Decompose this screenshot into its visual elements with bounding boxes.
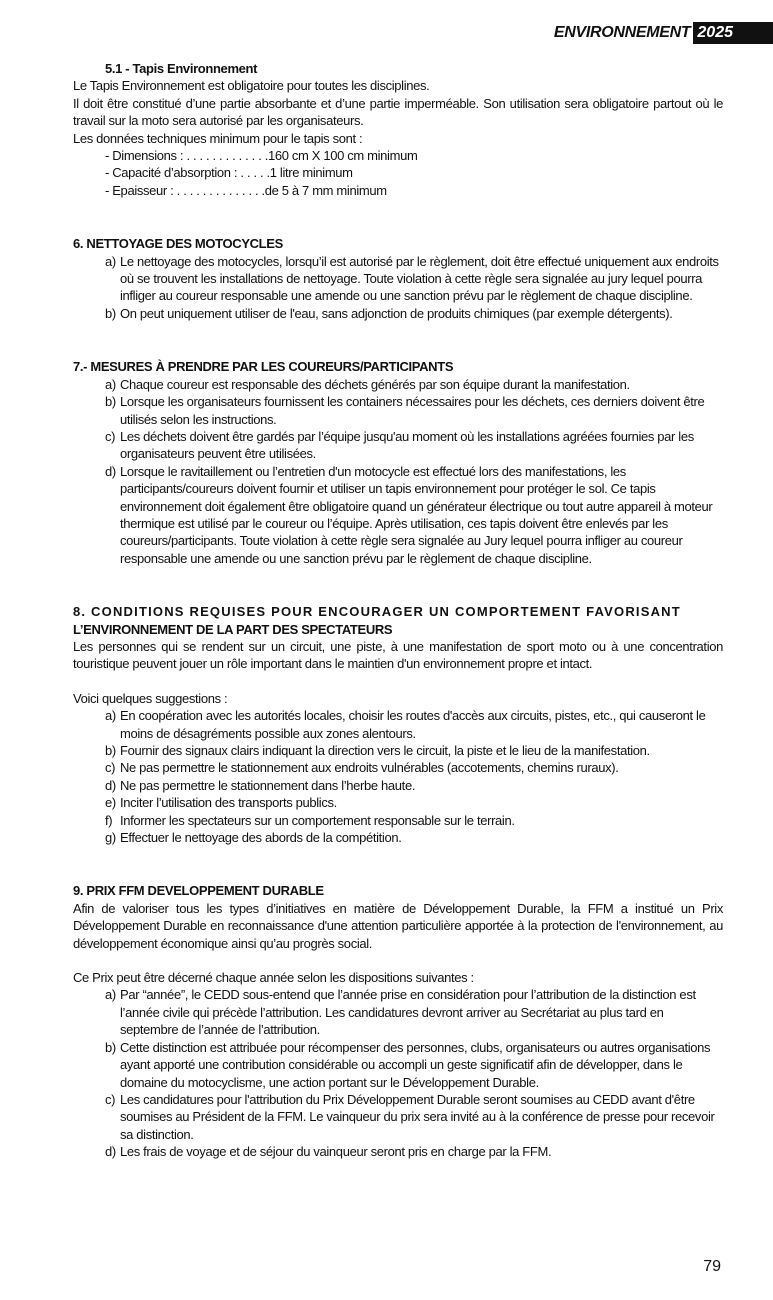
document-body xyxy=(73,60,723,1161)
list-item: d) Ne pas permettre le stationnement dans l’herbe haute. xyxy=(105,777,416,793)
list-item: a) Le nettoyage des motocycles, lorsqu’il est autorisé par le règlement, doit être effectué uniquement aux endroits où se trouvent les installations de nettoyage. Toute violation à cette règle sera signalée au jury lequel pourra infliger au coureur responsable une amende ou une sanction prévu par le règlement de chaque discipline. xyxy=(105,253,719,304)
section-title: 5.1 - Tapis Environnement xyxy=(105,61,258,76)
paragraph: Afin de valoriser tous les types d’initiatives en matière de Développement Durable, la FFM a institué un Prix Développement Durable en reconnaissance d'une attention particulière apportée à la protection de l'environnement, au développement économique ainsi qu’au progrès social. xyxy=(73,900,723,951)
list-item: d) Lorsque le ravitaillement ou l’entretien d'un motocycle est effectué lors des manifestations, les participants/coureurs doivent fournir et utiliser un tapis environnement pour protéger le sol. Ce tapis environnement doit également être obligatoire quand un générateur électrique ou tout autre appareil à moteur thermique est utilisé par le coureur ou l’équipe. Après utilisation, ces tapis doivent être enlevés par les coureurs/participants. Toute violation à cette règle sera signalée au Jury lequel pourra infliger au coureur responsable une amende ou une sanction prévu par le règlement de chaque discipline. xyxy=(105,463,713,566)
list-item: f) Informer les spectateurs sur un comportement responsable sur le terrain. xyxy=(105,812,515,828)
item-list xyxy=(73,986,723,1160)
paragraph: Les données techniques minimum pour le tapis sont : xyxy=(73,130,363,146)
section-7 xyxy=(73,358,723,567)
paragraph: Il doit être constitué d’une partie absorbante et d’une partie imperméable. Son utilisation sera obligatoire partout où le travail sur la moto sera autorisé par les organisateurs. xyxy=(73,95,723,129)
list-item: b) On peut uniquement utiliser de l'eau, sans adjonction de produits chimiques (par exemple détergents). xyxy=(105,305,673,321)
section-title: 9. PRIX FFM DEVELOPPEMENT DURABLE xyxy=(73,883,324,899)
list-item: d) Les frais de voyage et de séjour du vainqueur seront pris en charge par la FFM. xyxy=(105,1144,552,1160)
list-item: b) Fournir des signaux clairs indiquant la direction vers le circuit, la piste et le lieu de la manifestation. xyxy=(105,743,650,758)
list-item: a) En coopération avec les autorités locales, choisir les routes d'accès aux circuits, pistes, etc., qui causeront le moins de désagréments possible aux zones alentours. xyxy=(105,708,706,741)
item-list xyxy=(73,376,723,567)
header-year-badge: 2025 xyxy=(693,22,773,44)
section-title-continued: L’ENVIRONNEMENT DE LA PART DES SPECTATEURS xyxy=(73,621,393,637)
list-item: c) Ne pas permettre le stationnement aux endroits vulnérables (accotements, chemins ruraux). xyxy=(105,760,619,776)
list-item: e) Inciter l’utilisation des transports publics. xyxy=(105,795,337,811)
list-item: a) Par “année”, le CEDD sous-entend que l’année prise en considération pour l’attribution de la distinction est l’année civile qui précède l’attribution. Les candidatures devront arriver au Secrétariat au plus tard en septembre de l’année de l’attribution. xyxy=(105,987,696,1038)
spec-line: - Capacité d’absorption : . . . . .1 litre minimum xyxy=(105,165,353,181)
section-5-1 xyxy=(73,60,723,199)
section-title: 8. CONDITIONS REQUISES POUR ENCOURAGER UN COMPORTEMENT FAVORISANT xyxy=(73,604,681,620)
header-title: ENVIRONNEMENT xyxy=(553,24,691,41)
list-item: c) Les candidatures pour l'attribution du Prix Développement Durable seront soumises au CEDD avant d'être soumises au Président de la FFM. Le vainqueur du prix sera invité au à la conférence de presse pour recevoir sa distinction. xyxy=(105,1091,715,1142)
list-item: a) Chaque coureur est responsable des déchets générés par son équipe durant la manifestation. xyxy=(105,376,630,392)
section-8 xyxy=(73,603,723,846)
paragraph: Ce Prix peut être décerné chaque année selon les dispositions suivantes : xyxy=(73,970,474,986)
paragraph: Les personnes qui se rendent sur un circuit, une piste, à une manifestation de sport moto ou à une concentration touristique peuvent jouer un rôle important dans le maintien d'un environnement propre et intact. xyxy=(73,638,723,672)
paragraph: Voici quelques suggestions : xyxy=(73,690,228,706)
section-title: 7.- MESURES À PRENDRE PAR LES COUREURS/PARTICIPANTS xyxy=(73,359,454,375)
list-item: g) Effectuer le nettoyage des abords de la compétition. xyxy=(105,830,402,846)
page-number: 79 xyxy=(703,1258,721,1275)
page-header xyxy=(554,22,773,44)
spec-line: - Epaisseur : . . . . . . . . . . . . . .de 5 à 7 mm minimum xyxy=(105,182,387,198)
section-title: 6. NETTOYAGE DES MOTOCYCLES xyxy=(73,236,283,252)
list-item: b) Cette distinction est attribuée pour récompenser des personnes, clubs, organisateurs ou autres organisations ayant apporté une contribution considérable ou accompli un geste significatif afin de développer, dans le domaine du motocyclisme, une action portant sur le Développement Durable. xyxy=(105,1039,711,1090)
list-item: c) Les déchets doivent être gardés par l’équipe jusqu'au moment où les installations agréées fournies par les organisateurs peuvent être utilisées. xyxy=(105,428,694,462)
list-item: b) Lorsque les organisateurs fournissent les containers nécessaires pour les déchets, ces derniers doivent être utilisés selon les instructions. xyxy=(105,394,705,427)
paragraph: Le Tapis Environnement est obligatoire pour toutes les disciplines. xyxy=(73,78,430,94)
section-9 xyxy=(73,882,723,1160)
spec-line: - Dimensions : . . . . . . . . . . . . .160 cm X 100 cm minimum xyxy=(105,148,418,164)
item-list xyxy=(73,253,723,323)
item-list xyxy=(73,707,723,846)
section-6 xyxy=(73,235,723,322)
